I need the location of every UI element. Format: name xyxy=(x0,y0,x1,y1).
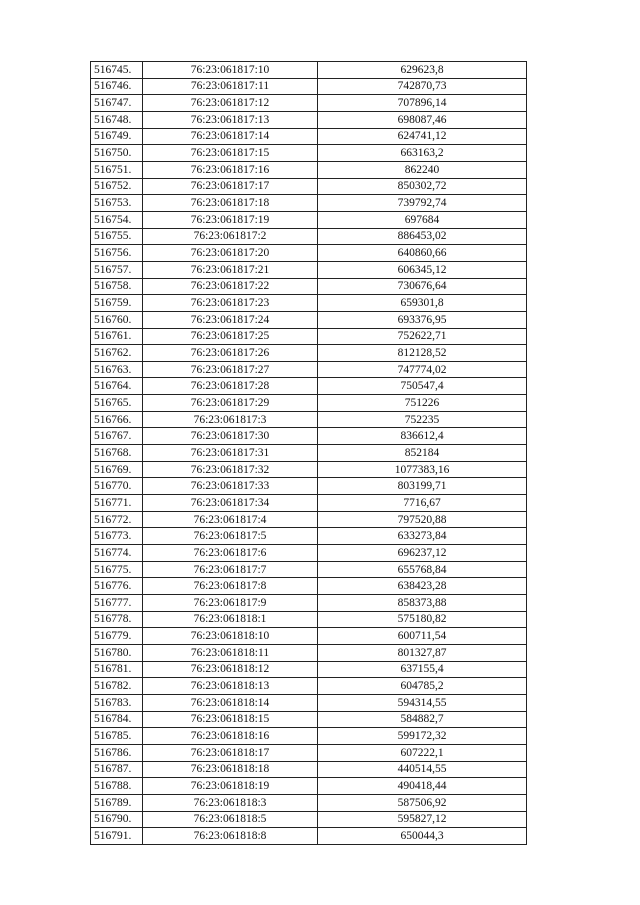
cadastral-number-cell: 76:23:061817:26 xyxy=(143,345,318,362)
table-row xyxy=(91,211,527,228)
table-row xyxy=(91,345,527,362)
row-number-cell: 516777. xyxy=(91,595,143,612)
row-number-cell: 516749. xyxy=(91,128,143,145)
row-number-cell: 516772. xyxy=(91,511,143,528)
cadastral-number-cell: 76:23:061817:29 xyxy=(143,395,318,412)
cadastral-number-cell: 76:23:061817:32 xyxy=(143,461,318,478)
cadastral-number-cell: 76:23:061818:14 xyxy=(143,694,318,711)
table-row xyxy=(91,261,527,278)
cadastral-value-cell: 801327,87 xyxy=(318,644,527,661)
cadastral-number-cell: 76:23:061817:21 xyxy=(143,261,318,278)
cadastral-number-cell: 76:23:061817:33 xyxy=(143,478,318,495)
cadastral-value-cell: 852184 xyxy=(318,445,527,462)
cadastral-value-cell: 637155,4 xyxy=(318,661,527,678)
table-row xyxy=(91,95,527,112)
table-row xyxy=(91,62,527,79)
table-row xyxy=(91,794,527,811)
cadastral-value-cell: 624741,12 xyxy=(318,128,527,145)
row-number-cell: 516789. xyxy=(91,794,143,811)
cadastral-number-cell: 76:23:061817:4 xyxy=(143,511,318,528)
row-number-cell: 516773. xyxy=(91,528,143,545)
row-number-cell: 516790. xyxy=(91,811,143,828)
cadastral-number-cell: 76:23:061817:5 xyxy=(143,528,318,545)
cadastral-value-table xyxy=(90,61,527,845)
cadastral-value-cell: 629623,8 xyxy=(318,62,527,79)
table-row xyxy=(91,595,527,612)
cadastral-number-cell: 76:23:061817:14 xyxy=(143,128,318,145)
row-number-cell: 516780. xyxy=(91,644,143,661)
cadastral-value-cell: 594314,55 xyxy=(318,694,527,711)
row-number-cell: 516778. xyxy=(91,611,143,628)
cadastral-value-cell: 730676,64 xyxy=(318,278,527,295)
row-number-cell: 516768. xyxy=(91,445,143,462)
cadastral-value-cell: 1077383,16 xyxy=(318,461,527,478)
row-number-cell: 516781. xyxy=(91,661,143,678)
row-number-cell: 516751. xyxy=(91,161,143,178)
cadastral-value-cell: 587506,92 xyxy=(318,794,527,811)
row-number-cell: 516791. xyxy=(91,828,143,845)
cadastral-number-cell: 76:23:061817:6 xyxy=(143,545,318,562)
cadastral-number-cell: 76:23:061817:19 xyxy=(143,211,318,228)
cadastral-value-cell: 739792,74 xyxy=(318,195,527,212)
row-number-cell: 516760. xyxy=(91,311,143,328)
row-number-cell: 516770. xyxy=(91,478,143,495)
table-row xyxy=(91,278,527,295)
table-row xyxy=(91,111,527,128)
cadastral-value-cell: 698087,46 xyxy=(318,111,527,128)
cadastral-value-cell: 696237,12 xyxy=(318,545,527,562)
row-number-cell: 516779. xyxy=(91,628,143,645)
table-row xyxy=(91,428,527,445)
cadastral-number-cell: 76:23:061817:17 xyxy=(143,178,318,195)
row-number-cell: 516761. xyxy=(91,328,143,345)
table-row xyxy=(91,245,527,262)
table-row xyxy=(91,528,527,545)
table-row xyxy=(91,195,527,212)
table-row xyxy=(91,678,527,695)
cadastral-number-cell: 76:23:061817:2 xyxy=(143,228,318,245)
table-row xyxy=(91,445,527,462)
row-number-cell: 516745. xyxy=(91,62,143,79)
cadastral-value-cell: 742870,73 xyxy=(318,78,527,95)
cadastral-number-cell: 76:23:061817:22 xyxy=(143,278,318,295)
table-row xyxy=(91,511,527,528)
table-row xyxy=(91,711,527,728)
cadastral-number-cell: 76:23:061817:8 xyxy=(143,578,318,595)
cadastral-value-cell: 655768,84 xyxy=(318,561,527,578)
row-number-cell: 516776. xyxy=(91,578,143,595)
cadastral-value-cell: 7716,67 xyxy=(318,495,527,512)
cadastral-number-cell: 76:23:061818:16 xyxy=(143,728,318,745)
cadastral-value-cell: 750547,4 xyxy=(318,378,527,395)
cadastral-value-cell: 600711,54 xyxy=(318,628,527,645)
table-row xyxy=(91,611,527,628)
cadastral-value-cell: 650044,3 xyxy=(318,828,527,845)
cadastral-value-cell: 490418,44 xyxy=(318,778,527,795)
row-number-cell: 516746. xyxy=(91,78,143,95)
cadastral-number-cell: 76:23:061818:17 xyxy=(143,744,318,761)
table-row xyxy=(91,295,527,312)
cadastral-value-cell: 638423,28 xyxy=(318,578,527,595)
cadastral-number-cell: 76:23:061817:25 xyxy=(143,328,318,345)
row-number-cell: 516769. xyxy=(91,461,143,478)
cadastral-number-cell: 76:23:061817:3 xyxy=(143,411,318,428)
table-row xyxy=(91,311,527,328)
row-number-cell: 516759. xyxy=(91,295,143,312)
row-number-cell: 516766. xyxy=(91,411,143,428)
cadastral-number-cell: 76:23:061818:19 xyxy=(143,778,318,795)
cadastral-number-cell: 76:23:061818:11 xyxy=(143,644,318,661)
table-row xyxy=(91,761,527,778)
cadastral-number-cell: 76:23:061817:9 xyxy=(143,595,318,612)
row-number-cell: 516782. xyxy=(91,678,143,695)
cadastral-value-cell: 697684 xyxy=(318,211,527,228)
cadastral-number-cell: 76:23:061817:34 xyxy=(143,495,318,512)
row-number-cell: 516754. xyxy=(91,211,143,228)
table-body xyxy=(91,62,527,845)
row-number-cell: 516765. xyxy=(91,395,143,412)
table-row xyxy=(91,628,527,645)
cadastral-number-cell: 76:23:061818:10 xyxy=(143,628,318,645)
row-number-cell: 516756. xyxy=(91,245,143,262)
cadastral-value-cell: 850302,72 xyxy=(318,178,527,195)
cadastral-value-cell: 751226 xyxy=(318,395,527,412)
cadastral-value-cell: 607222,1 xyxy=(318,744,527,761)
cadastral-value-cell: 606345,12 xyxy=(318,261,527,278)
row-number-cell: 516763. xyxy=(91,361,143,378)
cadastral-value-cell: 584882,7 xyxy=(318,711,527,728)
row-number-cell: 516785. xyxy=(91,728,143,745)
cadastral-value-cell: 752235 xyxy=(318,411,527,428)
row-number-cell: 516753. xyxy=(91,195,143,212)
row-number-cell: 516783. xyxy=(91,694,143,711)
row-number-cell: 516762. xyxy=(91,345,143,362)
table-row xyxy=(91,228,527,245)
row-number-cell: 516758. xyxy=(91,278,143,295)
row-number-cell: 516787. xyxy=(91,761,143,778)
cadastral-value-cell: 659301,8 xyxy=(318,295,527,312)
cadastral-number-cell: 76:23:061817:23 xyxy=(143,295,318,312)
cadastral-number-cell: 76:23:061818:8 xyxy=(143,828,318,845)
cadastral-value-cell: 663163,2 xyxy=(318,145,527,162)
cadastral-value-cell: 707896,14 xyxy=(318,95,527,112)
table-row xyxy=(91,411,527,428)
table-row xyxy=(91,561,527,578)
cadastral-number-cell: 76:23:061817:30 xyxy=(143,428,318,445)
cadastral-number-cell: 76:23:061817:24 xyxy=(143,311,318,328)
cadastral-value-cell: 747774,02 xyxy=(318,361,527,378)
row-number-cell: 516748. xyxy=(91,111,143,128)
row-number-cell: 516755. xyxy=(91,228,143,245)
cadastral-value-cell: 886453,02 xyxy=(318,228,527,245)
table-row xyxy=(91,744,527,761)
table-row xyxy=(91,161,527,178)
row-number-cell: 516775. xyxy=(91,561,143,578)
row-number-cell: 516747. xyxy=(91,95,143,112)
table-row xyxy=(91,644,527,661)
table-row xyxy=(91,578,527,595)
row-number-cell: 516764. xyxy=(91,378,143,395)
cadastral-number-cell: 76:23:061817:18 xyxy=(143,195,318,212)
cadastral-value-cell: 633273,84 xyxy=(318,528,527,545)
cadastral-number-cell: 76:23:061818:5 xyxy=(143,811,318,828)
cadastral-value-cell: 858373,88 xyxy=(318,595,527,612)
row-number-cell: 516786. xyxy=(91,744,143,761)
table-row xyxy=(91,811,527,828)
row-number-cell: 516774. xyxy=(91,545,143,562)
table-row xyxy=(91,478,527,495)
table-row xyxy=(91,545,527,562)
cadastral-number-cell: 76:23:061818:1 xyxy=(143,611,318,628)
cadastral-value-cell: 604785,2 xyxy=(318,678,527,695)
table-row xyxy=(91,378,527,395)
row-number-cell: 516757. xyxy=(91,261,143,278)
table-row xyxy=(91,178,527,195)
cadastral-value-cell: 693376,95 xyxy=(318,311,527,328)
table-row xyxy=(91,778,527,795)
table-row xyxy=(91,128,527,145)
row-number-cell: 516767. xyxy=(91,428,143,445)
cadastral-number-cell: 76:23:061817:13 xyxy=(143,111,318,128)
cadastral-value-cell: 575180,82 xyxy=(318,611,527,628)
row-number-cell: 516784. xyxy=(91,711,143,728)
cadastral-number-cell: 76:23:061817:31 xyxy=(143,445,318,462)
cadastral-number-cell: 76:23:061817:10 xyxy=(143,62,318,79)
cadastral-number-cell: 76:23:061817:28 xyxy=(143,378,318,395)
table-row xyxy=(91,145,527,162)
cadastral-number-cell: 76:23:061818:13 xyxy=(143,678,318,695)
table-row xyxy=(91,694,527,711)
cadastral-number-cell: 76:23:061818:15 xyxy=(143,711,318,728)
cadastral-value-cell: 440514,55 xyxy=(318,761,527,778)
cadastral-number-cell: 76:23:061818:12 xyxy=(143,661,318,678)
table-row xyxy=(91,728,527,745)
cadastral-number-cell: 76:23:061817:12 xyxy=(143,95,318,112)
cadastral-value-cell: 836612,4 xyxy=(318,428,527,445)
row-number-cell: 516788. xyxy=(91,778,143,795)
table-row xyxy=(91,395,527,412)
cadastral-value-cell: 803199,71 xyxy=(318,478,527,495)
cadastral-number-cell: 76:23:061817:11 xyxy=(143,78,318,95)
table-row xyxy=(91,661,527,678)
cadastral-number-cell: 76:23:061817:20 xyxy=(143,245,318,262)
row-number-cell: 516752. xyxy=(91,178,143,195)
cadastral-number-cell: 76:23:061817:15 xyxy=(143,145,318,162)
table-row xyxy=(91,78,527,95)
cadastral-value-cell: 599172,32 xyxy=(318,728,527,745)
cadastral-number-cell: 76:23:061817:7 xyxy=(143,561,318,578)
cadastral-number-cell: 76:23:061817:16 xyxy=(143,161,318,178)
cadastral-number-cell: 76:23:061818:3 xyxy=(143,794,318,811)
row-number-cell: 516771. xyxy=(91,495,143,512)
table-row xyxy=(91,461,527,478)
cadastral-value-cell: 640860,66 xyxy=(318,245,527,262)
cadastral-value-cell: 862240 xyxy=(318,161,527,178)
table-row xyxy=(91,361,527,378)
cadastral-value-cell: 797520,88 xyxy=(318,511,527,528)
table-row xyxy=(91,828,527,845)
cadastral-value-cell: 595827,12 xyxy=(318,811,527,828)
cadastral-number-cell: 76:23:061817:27 xyxy=(143,361,318,378)
cadastral-value-cell: 812128,52 xyxy=(318,345,527,362)
cadastral-number-cell: 76:23:061818:18 xyxy=(143,761,318,778)
cadastral-value-cell: 752622,71 xyxy=(318,328,527,345)
row-number-cell: 516750. xyxy=(91,145,143,162)
table-row xyxy=(91,495,527,512)
table-row xyxy=(91,328,527,345)
